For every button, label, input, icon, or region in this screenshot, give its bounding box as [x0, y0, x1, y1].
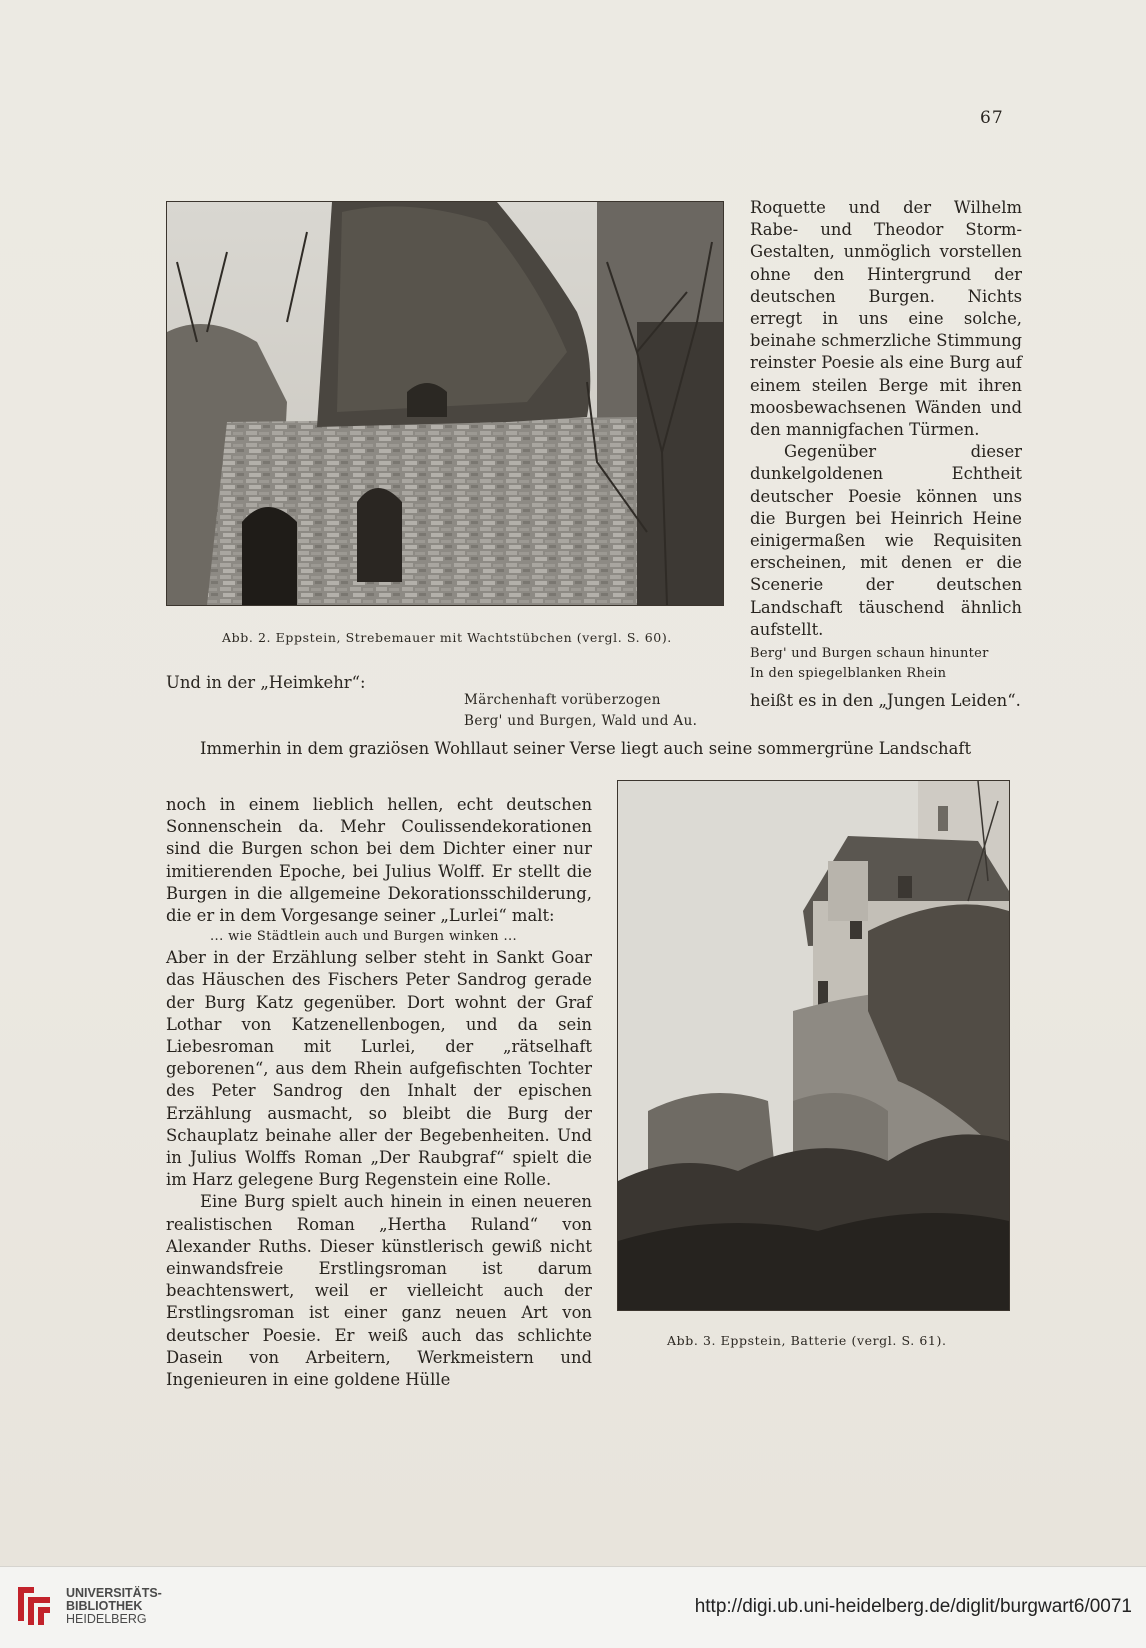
verse-line: Berg' und Burgen, Wald und Au. [464, 713, 698, 729]
paragraph: Gegenüber dieser dunkelgoldenen Echtheit deutscher Poesie können uns die Burgen bei Heinrich Heine einigermaßen wie Requisiten erscheinen, mit denen er die Scenerie der deutschen Landschaft täuschend ähnlich aufstellt. [750, 442, 1022, 639]
left-column [166, 794, 592, 1391]
figure-2-photo [166, 201, 724, 606]
heimkehr-label: Und in der „Heimkehr“: [166, 673, 366, 692]
library-name-line: UNIVERSITÄTS- [66, 1586, 162, 1600]
paragraph: Eine Burg spielt auch hinein in einen neueren realistischen Roman „Hertha Ruland“ von Alexander Ruths. Dieser künstlerisch gewiß nicht einwandsfreie Erstlingsroman ist darum beachtenswert, weil er vielleicht auch der Erstlingsroman ist einer ganz neuen Art von deutscher Poesie. Er weiß auch das schlichte Dasein von Arbeitern, Werkmeistern und Ingenieuren in eine goldene Hülle [166, 1192, 592, 1390]
verse-source: heißt es in den „Jungen Leiden“. [750, 691, 1021, 711]
page-number: 67 [980, 108, 1004, 128]
library-logo-icon[interactable] [14, 1581, 54, 1629]
verse-quote: ... wie Städtlein auch und Burgen winken ... [210, 929, 518, 945]
paragraph: Aber in der Erzählung selber steht in Sankt Goar das Häuschen des Fischers Peter Sandrog gerade der Burg Katz gegenüber. Dort wohnt der Graf Lothar von Katzenellenbogen, und da sein Liebesroman mit Lurlei, der „rätselhaft geborenen“, aus dem Rhein aufgefischten Tochter des Peter Sandrog den Inhalt der epischen Erzählung ausmacht, so bleibt die Burg der Schauplatz beinahe aller der Begebenheiten. Und in Julius Wolffs Roman „Der Raubgraf“ spielt die im Harz gelegene Burg Regenstein eine Rolle. [166, 948, 592, 1190]
figure-3-photo [617, 780, 1010, 1311]
library-name-line: BIBLIOTHEK [66, 1599, 143, 1613]
paragraph: Roquette und der Wilhelm Rabe- und Theodor Storm-Gestalten, unmöglich vorstellen ohne den Hintergrund der deutschen Burgen. Nichts erregt in uns eine solche, beinahe schmerzliche Stimmung reinster Poesie als eine Burg auf einem steilen Berge mit ihren moosbewachsenen Wänden und den mannigfachen Türmen. [750, 198, 1022, 440]
verse-line: Berg' und Burgen schaun hinunter [750, 646, 989, 662]
library-name[interactable] [66, 1587, 162, 1626]
paragraph: noch in einem lieblich hellen, echt deutschen Sonnenschein da. Mehr Coulissendekorationen sind die Burgen schon bei dem Dichter einer nur imitierenden Epoche, bei Julius Wolff. Er stellt die Burgen in die allgemeine Dekorationsschilderung, die er in dem Vorgesange seiner „Lurlei“ malt: [166, 795, 592, 926]
right-column [750, 197, 1022, 712]
figure-3-caption: Abb. 3. Eppstein, Batterie (vergl. S. 61). [667, 1333, 947, 1348]
verse-line: Märchenhaft vorüberzogen [464, 692, 661, 708]
verse-quote [750, 644, 1022, 684]
source-url-link[interactable]: http://digi.ub.uni-heidelberg.de/diglit/burgwart6/0071 [694, 1596, 1132, 1617]
footer-bar [0, 1566, 1146, 1648]
paragraph: Immerhin in dem graziösen Wohllaut seiner Verse liegt auch seine sommergrüne Landschaft [200, 739, 972, 758]
paragraph-start [166, 738, 1022, 760]
verse-quote [464, 690, 697, 732]
figure-2-caption: Abb. 2. Eppstein, Strebemauer mit Wachtstübchen (vergl. S. 60). [222, 630, 672, 645]
library-name-line: HEIDELBERG [66, 1612, 147, 1626]
verse-line: In den spiegelblanken Rhein [750, 666, 947, 682]
